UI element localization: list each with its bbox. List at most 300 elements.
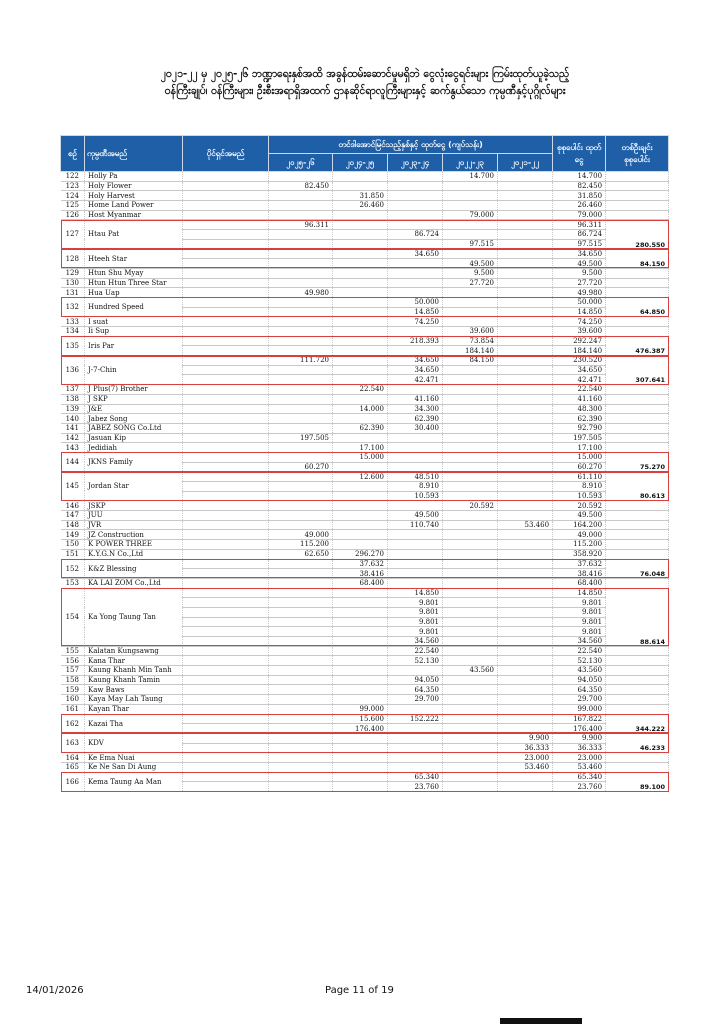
owner-name (183, 704, 269, 714)
year-2022-23-cell (443, 520, 498, 530)
owner-name (183, 559, 269, 569)
title-line-1: ၂၀၂၁-၂၂ မှ ၂၀၂၅-၂၆ ဘဏ္ဍာရေးနှစ်အထိ အခွန်ထမ်းဆောင်မှုမရှိဘဲ ငွေလုံးငွေရင်းများ ကြမ်းထုတ်ယူခဲ့သည့် (160, 68, 570, 80)
year-2024-25-cell: 15.600 (333, 714, 388, 724)
year-2025-26-cell (269, 685, 333, 695)
year-2021-22-cell (498, 297, 553, 307)
year-2025-26-cell: 115.200 (269, 540, 333, 550)
subtotal-cell: 48.300 (553, 404, 606, 414)
tender-table-wrap (60, 135, 669, 792)
table-row (61, 452, 669, 462)
subtotal-cell: 99.000 (553, 704, 606, 714)
year-2021-22-cell (498, 627, 553, 637)
year-2022-23-cell (443, 297, 498, 307)
subtotal-cell: 164.200 (553, 520, 606, 530)
year-2024-25-cell (333, 685, 388, 695)
company-name: JZ Construction (85, 530, 183, 540)
year-2024-25-cell: 31.850 (333, 191, 388, 201)
company-name: JVR (85, 520, 183, 530)
company-name: JKNS Family (85, 452, 183, 471)
row-number: 143 (61, 443, 85, 453)
year-2021-22-cell (498, 511, 553, 521)
company-group (61, 404, 669, 414)
year-2024-25-cell (333, 327, 388, 337)
company-name: JUU (85, 511, 183, 521)
year-2023-24-cell: 65.340 (388, 772, 443, 782)
year-2021-22-cell (498, 588, 553, 598)
year-2023-24-cell (388, 462, 443, 472)
subtotal-cell: 115.200 (553, 540, 606, 550)
company-name: Ii Sup (85, 327, 183, 337)
year-2025-26-cell (269, 627, 333, 637)
year-2025-26-cell (269, 472, 333, 482)
subtotal-cell: 94.050 (553, 675, 606, 685)
company-name: Hteeh Star (85, 249, 183, 268)
year-2024-25-cell (333, 230, 388, 240)
company-group (61, 385, 669, 395)
individual-total (606, 423, 669, 433)
row-number: 161 (61, 704, 85, 714)
year-2023-24-cell: 29.700 (388, 695, 443, 705)
year-2021-22-cell (498, 472, 553, 482)
year-2024-25-cell: 38.416 (333, 569, 388, 579)
owner-name (183, 549, 269, 559)
owner-name (183, 327, 269, 337)
company-name: K POWER THREE (85, 540, 183, 550)
row-number: 162 (61, 714, 85, 733)
subtotal-cell: 14.850 (553, 307, 606, 317)
company-name: Holy Flower (85, 181, 183, 191)
row-number: 145 (61, 472, 85, 501)
subtotal-cell: 49.500 (553, 511, 606, 521)
year-2021-22-cell (498, 772, 553, 782)
owner-name (183, 365, 269, 375)
year-2021-22-cell (498, 714, 553, 724)
year-2023-24-cell: 34.560 (388, 637, 443, 647)
year-2024-25-cell (333, 239, 388, 249)
table-row (61, 675, 669, 685)
subtotal-cell: 86.724 (553, 230, 606, 240)
owner-name (183, 317, 269, 327)
header-year-2025-26: ၂၀၂၅-၂၆ (269, 154, 333, 172)
year-2021-22-cell (498, 201, 553, 211)
year-2024-25-cell: 176.400 (333, 724, 388, 734)
table-row (61, 288, 669, 298)
company-group (61, 588, 669, 646)
individual-total (606, 210, 669, 220)
company-name: Kaung Khanh Min Tanh (85, 666, 183, 676)
individual-total: 280.550 (606, 220, 669, 249)
subtotal-cell: 37.632 (553, 559, 606, 569)
owner-name (183, 588, 269, 598)
table-row (61, 530, 669, 540)
owner-name (183, 637, 269, 647)
year-2025-26-cell (269, 656, 333, 666)
year-2022-23-cell (443, 220, 498, 230)
row-number: 135 (61, 336, 85, 355)
company-name: Kana Thar (85, 656, 183, 666)
owner-name (183, 762, 269, 772)
year-2024-25-cell (333, 588, 388, 598)
company-group (61, 249, 669, 268)
year-2022-23-cell (443, 249, 498, 259)
year-2021-22-cell (498, 249, 553, 259)
table-row (61, 423, 669, 433)
header-year-group: တင်ဒါအောင်မြင်သည့်နှစ်နှင့် ထုတ်ငွေ (ကျပ်သန်း) (269, 136, 553, 154)
owner-name (183, 530, 269, 540)
company-group (61, 433, 669, 443)
individual-total (606, 394, 669, 404)
individual-total (606, 646, 669, 656)
owner-name (183, 578, 269, 588)
year-2021-22-cell (498, 540, 553, 550)
subtotal-cell: 23.760 (553, 782, 606, 792)
year-2025-26-cell (269, 704, 333, 714)
year-2022-23-cell (443, 482, 498, 492)
table-row (61, 520, 669, 530)
row-number: 125 (61, 201, 85, 211)
year-2025-26-cell (269, 452, 333, 462)
year-2023-24-cell: 64.350 (388, 685, 443, 695)
table-row (61, 733, 669, 743)
owner-name (183, 443, 269, 453)
table-row (61, 704, 669, 714)
company-name: I suat (85, 317, 183, 327)
year-2022-23-cell (443, 617, 498, 627)
year-2023-24-cell: 42.471 (388, 375, 443, 385)
individual-total (606, 443, 669, 453)
year-2021-22-cell: 53.460 (498, 520, 553, 530)
company-group (61, 220, 669, 249)
year-2023-24-cell (388, 259, 443, 269)
year-2023-24-cell (388, 201, 443, 211)
row-number: 140 (61, 414, 85, 424)
year-2023-24-cell (388, 210, 443, 220)
year-2025-26-cell (269, 569, 333, 579)
table-row (61, 201, 669, 211)
year-2022-23-cell (443, 733, 498, 743)
year-2025-26-cell (269, 327, 333, 337)
year-2021-22-cell (498, 666, 553, 676)
year-2022-23-cell (443, 559, 498, 569)
year-2024-25-cell (333, 540, 388, 550)
year-2023-24-cell: 48.510 (388, 472, 443, 482)
year-2024-25-cell (333, 607, 388, 617)
year-2022-23-cell (443, 443, 498, 453)
year-2024-25-cell (333, 598, 388, 608)
year-2025-26-cell (269, 511, 333, 521)
company-group (61, 181, 669, 191)
year-2024-25-cell (333, 501, 388, 511)
table-row (61, 210, 669, 220)
company-group (61, 762, 669, 772)
company-group (61, 753, 669, 763)
year-2024-25-cell: 17.100 (333, 443, 388, 453)
subtotal-cell: 9.801 (553, 627, 606, 637)
table-row (61, 695, 669, 705)
owner-name (183, 433, 269, 443)
owner-name (183, 675, 269, 685)
individual-total (606, 278, 669, 288)
subtotal-cell: 17.100 (553, 443, 606, 453)
individual-total: 76.048 (606, 559, 669, 578)
table-row (61, 588, 669, 598)
table-row (61, 443, 669, 453)
row-number: 129 (61, 268, 85, 278)
year-2022-23-cell (443, 288, 498, 298)
year-2025-26-cell (269, 482, 333, 492)
year-2022-23-cell (443, 646, 498, 656)
owner-name (183, 259, 269, 269)
company-group (61, 656, 669, 666)
year-2022-23-cell: 27.720 (443, 278, 498, 288)
year-2025-26-cell (269, 230, 333, 240)
company-name: K&Z Blessing (85, 559, 183, 578)
company-group (61, 297, 669, 316)
year-2023-24-cell (388, 327, 443, 337)
year-2023-24-cell: 9.801 (388, 607, 443, 617)
individual-total (606, 201, 669, 211)
year-2024-25-cell (333, 278, 388, 288)
year-2025-26-cell (269, 201, 333, 211)
year-2024-25-cell (333, 782, 388, 792)
subtotal-cell: 22.540 (553, 646, 606, 656)
year-2024-25-cell (333, 733, 388, 743)
year-2021-22-cell (498, 656, 553, 666)
year-2021-22-cell (498, 607, 553, 617)
company-group (61, 540, 669, 550)
year-2025-26-cell: 49.000 (269, 530, 333, 540)
year-2022-23-cell (443, 511, 498, 521)
year-2025-26-cell (269, 607, 333, 617)
year-2024-25-cell: 12.600 (333, 472, 388, 482)
year-2024-25-cell: 15.000 (333, 452, 388, 462)
company-name: Kalatan Kungsawng (85, 646, 183, 656)
individual-total (606, 288, 669, 298)
individual-total (606, 578, 669, 588)
year-2024-25-cell (333, 288, 388, 298)
year-2022-23-cell (443, 743, 498, 753)
year-2025-26-cell (269, 724, 333, 734)
subtotal-cell: 41.160 (553, 394, 606, 404)
individual-total (606, 501, 669, 511)
document-title (60, 66, 670, 100)
individual-total: 75.270 (606, 452, 669, 471)
year-2023-24-cell (388, 762, 443, 772)
table-row (61, 394, 669, 404)
owner-name (183, 307, 269, 317)
owner-name (183, 462, 269, 472)
header-year-2023-24: ၂၀၂၃-၂၄ (388, 154, 443, 172)
year-2025-26-cell: 60.270 (269, 462, 333, 472)
owner-name (183, 268, 269, 278)
table-row (61, 549, 669, 559)
individual-total (606, 181, 669, 191)
table-row (61, 327, 669, 337)
year-2025-26-cell (269, 404, 333, 414)
year-2022-23-cell: 43.560 (443, 666, 498, 676)
owner-name (183, 656, 269, 666)
owner-name (183, 501, 269, 511)
individual-total: 80.613 (606, 472, 669, 501)
year-2024-25-cell (333, 617, 388, 627)
year-2022-23-cell (443, 753, 498, 763)
year-2023-24-cell (388, 704, 443, 714)
table-row (61, 646, 669, 656)
individual-total (606, 704, 669, 714)
year-2022-23-cell (443, 637, 498, 647)
year-2025-26-cell (269, 491, 333, 501)
owner-name (183, 724, 269, 734)
subtotal-cell: 9.900 (553, 733, 606, 743)
year-2024-25-cell (333, 375, 388, 385)
year-2025-26-cell (269, 578, 333, 588)
company-name: Iris Par (85, 336, 183, 355)
year-2025-26-cell (269, 346, 333, 356)
year-2022-23-cell (443, 307, 498, 317)
row-number: 128 (61, 249, 85, 268)
year-2023-24-cell: 62.390 (388, 414, 443, 424)
subtotal-cell: 53.460 (553, 762, 606, 772)
year-2023-24-cell (388, 743, 443, 753)
footer-page-number: Page 11 of 19 (325, 985, 394, 996)
year-2023-24-cell (388, 191, 443, 201)
company-group (61, 172, 669, 182)
year-2022-23-cell (443, 491, 498, 501)
year-2023-24-cell (388, 172, 443, 182)
individual-total: 64.850 (606, 297, 669, 316)
year-2021-22-cell (498, 443, 553, 453)
year-2023-24-cell: 152.222 (388, 714, 443, 724)
table-row (61, 181, 669, 191)
table-row (61, 472, 669, 482)
year-2024-25-cell (333, 520, 388, 530)
table-row (61, 666, 669, 676)
year-2023-24-cell (388, 288, 443, 298)
year-2022-23-cell (443, 704, 498, 714)
year-2025-26-cell (269, 375, 333, 385)
row-number: 142 (61, 433, 85, 443)
subtotal-cell: 61.110 (553, 472, 606, 482)
individual-total (606, 385, 669, 395)
year-2022-23-cell (443, 317, 498, 327)
year-2022-23-cell (443, 685, 498, 695)
year-2025-26-cell (269, 239, 333, 249)
company-name: Htun Shu Myay (85, 268, 183, 278)
year-2025-26-cell (269, 191, 333, 201)
year-2021-22-cell (498, 220, 553, 230)
owner-name (183, 617, 269, 627)
year-2021-22-cell (498, 356, 553, 366)
subtotal-cell: 230.520 (553, 356, 606, 366)
year-2023-24-cell: 52.130 (388, 656, 443, 666)
table-row (61, 268, 669, 278)
company-name: K.Y.G.N Co.,Ltd (85, 549, 183, 559)
owner-name (183, 607, 269, 617)
year-2025-26-cell (269, 714, 333, 724)
subtotal-cell: 20.592 (553, 501, 606, 511)
subtotal-cell: 34.650 (553, 365, 606, 375)
year-2021-22-cell (498, 559, 553, 569)
year-2025-26-cell (269, 307, 333, 317)
subtotal-cell: 92.790 (553, 423, 606, 433)
year-2023-24-cell (388, 452, 443, 462)
year-2025-26-cell (269, 743, 333, 753)
owner-name (183, 772, 269, 782)
company-name: JSKP (85, 501, 183, 511)
year-2021-22-cell (498, 210, 553, 220)
company-name: Jabez Song (85, 414, 183, 424)
year-2022-23-cell (443, 772, 498, 782)
year-2025-26-cell (269, 675, 333, 685)
year-2021-22-cell (498, 278, 553, 288)
year-2023-24-cell: 34.300 (388, 404, 443, 414)
year-2021-22-cell (498, 346, 553, 356)
company-group (61, 578, 669, 588)
year-2021-22-cell (498, 172, 553, 182)
table-row (61, 414, 669, 424)
company-group (61, 210, 669, 220)
individual-total (606, 520, 669, 530)
subtotal-cell: 74.250 (553, 317, 606, 327)
year-2022-23-cell (443, 627, 498, 637)
owner-name (183, 375, 269, 385)
year-2022-23-cell (443, 181, 498, 191)
owner-name (183, 385, 269, 395)
owner-name (183, 220, 269, 230)
year-2023-24-cell: 34.650 (388, 249, 443, 259)
individual-total (606, 172, 669, 182)
year-2021-22-cell (498, 578, 553, 588)
year-2024-25-cell (333, 394, 388, 404)
year-2022-23-cell: 20.592 (443, 501, 498, 511)
year-2021-22-cell (498, 646, 553, 656)
row-number: 127 (61, 220, 85, 249)
year-2025-26-cell (269, 782, 333, 792)
year-2021-22-cell (498, 336, 553, 346)
owner-name (183, 782, 269, 792)
year-2025-26-cell (269, 336, 333, 346)
year-2021-22-cell (498, 181, 553, 191)
year-2023-24-cell: 218.393 (388, 336, 443, 346)
year-2025-26-cell (269, 733, 333, 743)
company-name: Jasuan Kip (85, 433, 183, 443)
year-2024-25-cell (333, 743, 388, 753)
year-2024-25-cell: 296.270 (333, 549, 388, 559)
year-2024-25-cell (333, 259, 388, 269)
company-name: Ka Yong Taung Tan (85, 588, 183, 646)
year-2023-24-cell (388, 540, 443, 550)
year-2023-24-cell: 14.850 (388, 588, 443, 598)
table-row (61, 385, 669, 395)
year-2023-24-cell (388, 346, 443, 356)
owner-name (183, 714, 269, 724)
year-2025-26-cell (269, 588, 333, 598)
subtotal-cell: 9.801 (553, 617, 606, 627)
year-2024-25-cell: 22.540 (333, 385, 388, 395)
year-2022-23-cell (443, 656, 498, 666)
row-number: 163 (61, 733, 85, 752)
company-name: J&E (85, 404, 183, 414)
year-2024-25-cell (333, 530, 388, 540)
year-2022-23-cell (443, 549, 498, 559)
header-year-2022-23: ၂၀၂၂-၂၃ (443, 154, 498, 172)
year-2025-26-cell (269, 443, 333, 453)
year-2022-23-cell (443, 588, 498, 598)
year-2025-26-cell (269, 297, 333, 307)
year-2022-23-cell (443, 530, 498, 540)
year-2023-24-cell (388, 666, 443, 676)
year-2025-26-cell (269, 637, 333, 647)
